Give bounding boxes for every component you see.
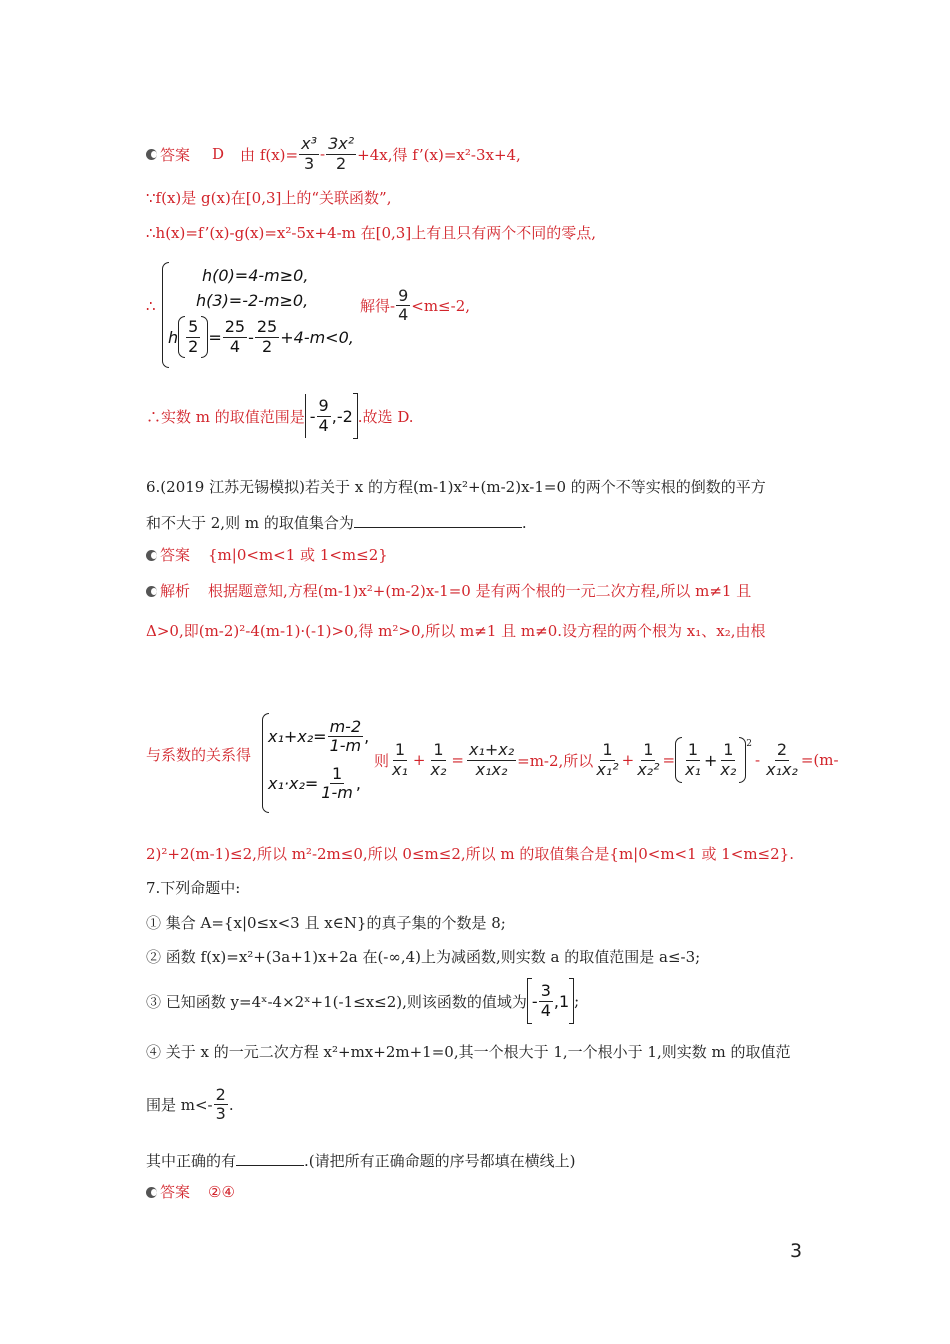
q7-item3: ③ 已知函数 y=4ˣ-4×2ˣ+1(-1≤x≤2),则该函数的值域为 - $\frac{3}{4}$ ,1 ; [146, 978, 579, 1024]
fraction-3-over-4: $\frac{3}{4}$ [540, 981, 551, 1020]
analysis-marker-icon [146, 586, 157, 597]
fraction-5-over-2: $\frac{5}{2}$ [188, 317, 199, 356]
fill-blank[interactable] [354, 527, 522, 528]
page-number: 3 [790, 1240, 803, 1262]
q5-line1-pre: 由 f(x)= [240, 145, 299, 164]
system-line1: h(0)=4-m≥0, [202, 266, 309, 285]
fraction-1-over-x1-paren: $\frac{1}{\text{x₁}}$ [685, 740, 701, 779]
fraction-1-over-1m: $\frac{1}{1-m}$ [321, 764, 353, 803]
fraction-9-over-4: $\frac{9}{4}$ [398, 286, 409, 325]
answer-marker-icon [146, 149, 157, 160]
q7-item2: ② 函数 f(x)=x²+(3a+1)x+2a 在(-∞,4)上为减函数,则实数 a 的取值范围是 a≤-3; [146, 948, 701, 966]
q7-title: 7.下列命题中: [146, 879, 241, 897]
q7-answer: 答案 ②④ [146, 1181, 235, 1202]
fraction-1-over-x2-squared: $\frac{1}{\text{x₂²}}$ [637, 740, 660, 779]
solve-result: 解得- $\frac{9}{4}$ <m≤-2, [360, 286, 471, 325]
fraction-25-over-4: $\frac{25}{4}$ [224, 317, 246, 356]
fraction-1-over-x2-paren: $\frac{1}{\text{x₂}}$ [720, 740, 737, 779]
fraction-1-over-x1-squared: $\frac{1}{\text{x₁²}}$ [596, 740, 619, 779]
q6-answer: 答案 {m|0<m<1 或 1<m≤2} [146, 544, 388, 565]
vieta-line2: x₁·x₂= $\frac{1}{1-m}$ , [268, 764, 361, 803]
fraction-x3-over-3: $\frac{\text{x³}}{3}$ [301, 134, 317, 173]
q5-range-line: ∴实数 m 的取值范围是 - $\frac{9}{4}$ ,-2 .故选 D. [146, 393, 414, 439]
fraction-2-over-3: $\frac{2}{3}$ [215, 1085, 226, 1124]
fraction-m2-over-1m: $\frac{m-2}{1-m}$ [329, 717, 362, 756]
q5-line1-post: +4x,得 f’(x)=x²-3x+4, [357, 145, 521, 164]
q5-line3: ∴h(x)=f’(x)-g(x)=x²-5x+4-m 在[0,3]上有且只有两个不同的零点, [146, 224, 596, 242]
answer-label: 答案 [160, 145, 191, 164]
fraction-3x2-over-2: $\frac{\text{3x²}}{2}$ [328, 134, 355, 173]
fraction-1-over-x1: $\frac{1}{\text{x₁}}$ [392, 740, 408, 779]
fill-blank[interactable] [236, 1165, 304, 1166]
vieta-pre: 与系数的关系得 [146, 746, 252, 764]
q6-analysis-line2: Δ>0,即(m-2)²-4(m-1)·(-1)>0,得 m²>0,所以 m≠1 且 m≠0.设方程的两个根为 x₁、x₂,由根 [146, 622, 766, 640]
q5-line2: ∵f(x)是 g(x)在[0,3]上的“关联函数”, [146, 189, 392, 207]
vieta-line1: x₁+x₂= $\frac{m-2}{1-m}$ , [268, 717, 370, 756]
reciprocal-sum-expression: 则 $\frac{1}{\text{x₁}}$ + $\frac{1}{\text{x₂}}$ = $\frac{\text{x₁+x₂}}{\text{x₁x₂}}$ =m-2,所以 $\frac{1}{\text{x₁²}}$ + $\frac{1}{\text{x₂²}}$ = $\frac{1}{\text{x₁}}$ + $\frac{1}{\text{x₂}}$ $^2$ - $\frac{2}{\text{x₁x₂}}$ =(m- [374, 737, 839, 783]
answer-letter: D [212, 145, 225, 163]
q5-answer-line [146, 133, 521, 175]
therefore-symbol: ∴ [146, 297, 156, 315]
fraction-25-over-2: $\frac{25}{2}$ [256, 317, 278, 356]
q7-item4-line1: ④ 关于 x 的一元二次方程 x²+mx+2m+1=0,其一个根大于 1,一个根小于 1,则实数 m 的取值范 [146, 1043, 791, 1061]
fraction-sum-over-product: $\frac{\text{x₁+x₂}}{\text{x₁x₂}}$ [468, 740, 515, 779]
q6-line2: 和不大于 2,则 m 的取值集合为 . [146, 514, 527, 532]
fraction-9-over-4-range: $\frac{9}{4}$ [318, 396, 329, 435]
q7-item4-line2: 围是 m<- $\frac{2}{3}$ . [146, 1085, 234, 1124]
fraction-1-over-x2: $\frac{1}{\text{x₂}}$ [430, 740, 447, 779]
q6-analysis-line4: 2)²+2(m-1)≤2,所以 m²-2m≤0,所以 0≤m≤2,所以 m 的取值集合是{m|0<m<1 或 1<m≤2}. [146, 845, 794, 863]
system-line3: h $\frac{5}{2}$ = $\frac{25}{4}$ - $\frac{25}{2}$ +4-m<0, [168, 316, 354, 358]
fraction-2-over-product: $\frac{2}{\text{x₁x₂}}$ [766, 740, 798, 779]
system-line2: h(3)=-2-m≥0, [196, 291, 309, 310]
q7-item1: ① 集合 A={x|0≤x<3 且 x∈N}的真子集的个数是 8; [146, 914, 506, 932]
answer-marker-icon [146, 550, 157, 561]
answer-marker-icon [146, 1187, 157, 1198]
q6-analysis-line1: 解析 根据题意知,方程(m-1)x²+(m-2)x-1=0 是有两个根的一元二次方程,所以 m≠1 且 [146, 580, 751, 601]
minus-sign: - [320, 145, 326, 163]
q6-line1: 6.(2019 江苏无锡模拟)若关于 x 的方程(m-1)x²+(m-2)x-1=0 的两个不等实根的倒数的平方 [146, 478, 766, 496]
q7-ask: 其中正确的有 .(请把所有正确命题的序号都填在横线上) [146, 1152, 576, 1170]
